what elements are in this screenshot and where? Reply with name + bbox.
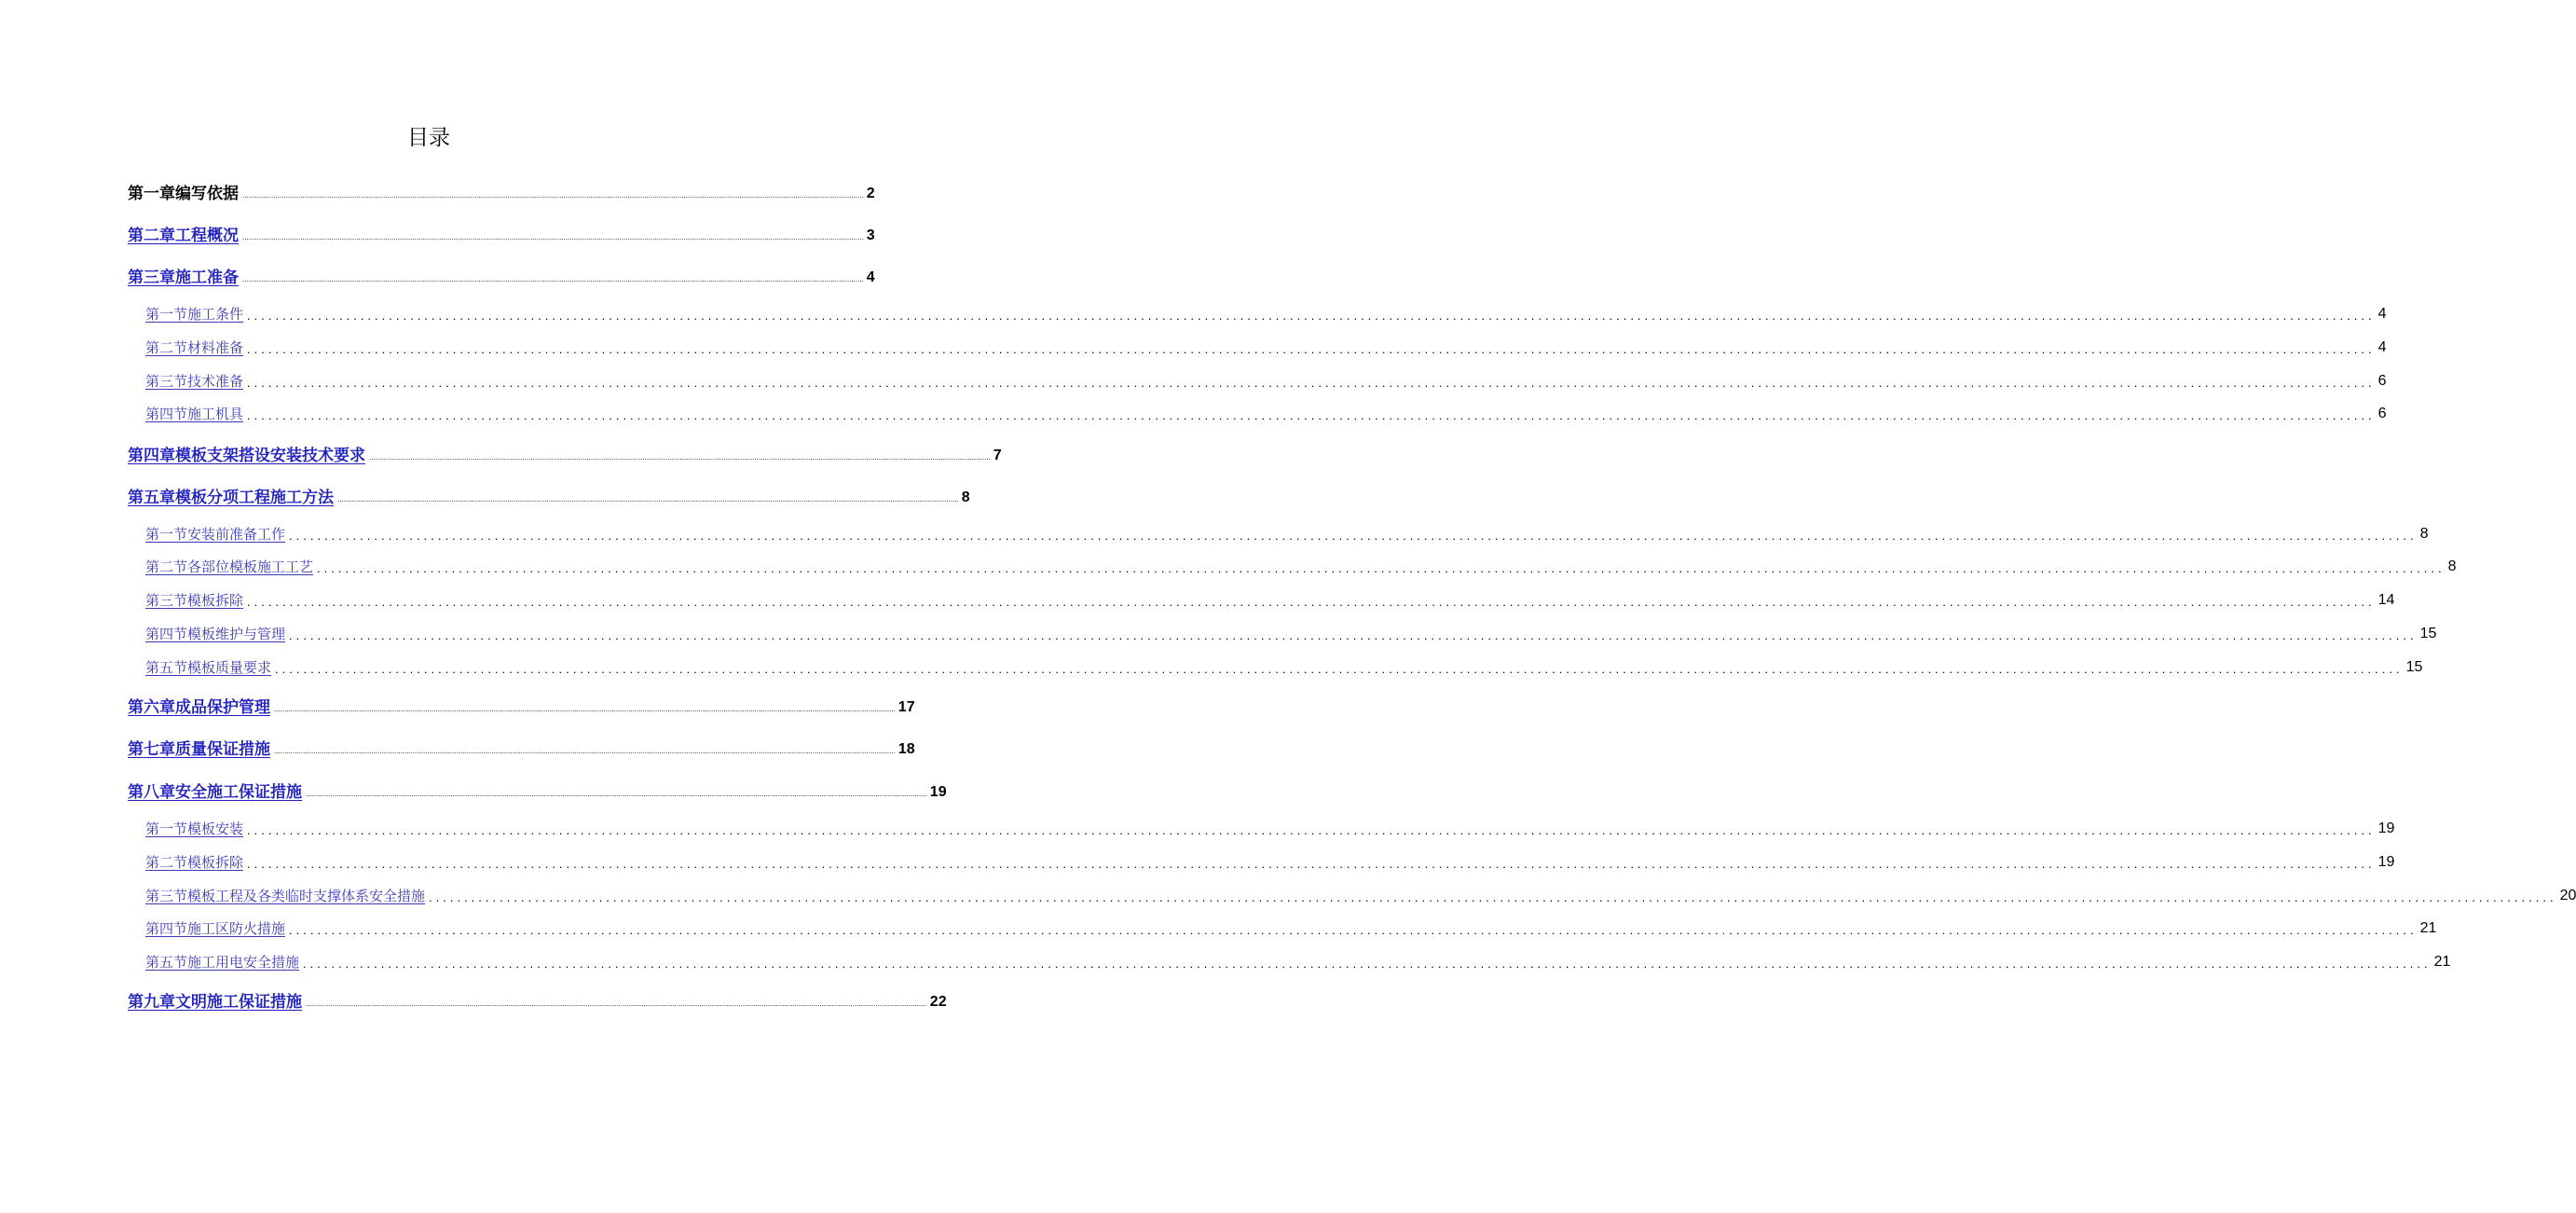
toc-entry-label: 第五章模板分项工程施工方法 (128, 489, 334, 507)
toc-entry-chapter-2[interactable] (128, 218, 875, 246)
toc-title: 目录 (407, 126, 450, 150)
toc-entry-page: 8 (2447, 558, 2457, 574)
toc-entry-page: 19 (2377, 820, 2395, 836)
toc-entry-label: 第五节模板质量要求 (145, 659, 272, 676)
toc-entry-section-5-4[interactable] (145, 616, 2437, 644)
toc-entry-page: 17 (897, 699, 915, 715)
toc-entry-page: 6 (2377, 406, 2387, 421)
toc-entry-label: 第一节施工条件 (145, 306, 244, 323)
toc-entry-label: 第一节模板安装 (145, 820, 244, 837)
toc-entry-page: 15 (2419, 626, 2437, 641)
dot-leader: ............................................................................................................................................................................................................................................................................................................ (247, 376, 2376, 390)
toc-entry-label: 第三章施工准备 (128, 269, 239, 287)
toc-entry-label: 第七章质量保证措施 (128, 740, 270, 759)
toc-entry-label: 第六章成品保护管理 (128, 698, 270, 717)
toc-entry-section-8-1[interactable] (145, 811, 2395, 839)
toc-entry-section-3-3[interactable] (145, 364, 2387, 392)
toc-entry-label: 第八章安全施工保证措施 (128, 783, 302, 802)
dot-leader: ............................................................................................................................................................................................................................................................................................................ (242, 275, 864, 283)
toc-entry-page: 4 (866, 269, 875, 285)
dot-leader: ............................................................................................................................................................................................................................................................................................................ (247, 408, 2376, 422)
toc-entry-page: 8 (2419, 526, 2429, 542)
dot-leader: ............................................................................................................................................................................................................................................................................................................ (274, 705, 896, 713)
dot-leader: ............................................................................................................................................................................................................................................................................................................ (242, 191, 864, 200)
toc-entry-page: 21 (2419, 920, 2437, 936)
toc-entry-page: 4 (2377, 339, 2387, 355)
dot-leader: ............................................................................................................................................................................................................................................................................................................ (274, 747, 896, 755)
dot-leader: ............................................................................................................................................................................................................................................................................................................ (337, 495, 959, 503)
toc-entry-chapter-8[interactable] (128, 775, 947, 803)
toc-entry-chapter-5[interactable] (128, 480, 970, 508)
toc-entry-label: 第四章模板支架搭设安装技术要求 (128, 447, 365, 465)
toc-entry-label: 第五节施工用电安全措施 (145, 954, 300, 971)
toc-entry-page: 8 (961, 489, 970, 505)
toc-entry-section-5-3[interactable] (145, 583, 2395, 611)
toc-entry-section-8-3[interactable] (145, 878, 2576, 906)
toc-entry-chapter-7[interactable] (128, 732, 915, 760)
toc-entry-section-8-2[interactable] (145, 845, 2395, 873)
toc-entry-chapter-1[interactable] (128, 176, 875, 204)
toc-entry-page: 3 (866, 227, 875, 243)
toc-entry-label: 第三节模板工程及各类临时支撑体系安全措施 (145, 888, 426, 904)
toc-entry-label: 第二章工程概况 (128, 227, 239, 245)
toc-entry-label: 第一节安装前准备工作 (145, 526, 286, 543)
dot-leader: ............................................................................................................................................................................................................................................................................................................ (303, 957, 2432, 971)
dot-leader: ............................................................................................................................................................................................................................................................................................................ (242, 233, 864, 241)
toc-entry-section-5-5[interactable] (145, 650, 2423, 678)
toc-entry-label: 第三节模板拆除 (145, 592, 244, 609)
toc-entry-section-3-2[interactable] (145, 330, 2387, 358)
dot-leader: ............................................................................................................................................................................................................................................................................................................ (306, 999, 927, 1008)
toc-entry-chapter-6[interactable] (128, 690, 915, 718)
toc-entry-chapter-9[interactable] (128, 985, 947, 1013)
toc-entry-page: 14 (2377, 592, 2395, 608)
toc-entry-section-3-1[interactable] (145, 296, 2387, 324)
dot-leader: ............................................................................................................................................................................................................................................................................................................ (289, 628, 2418, 642)
dot-leader: ............................................................................................................................................................................................................................................................................................................ (317, 561, 2446, 575)
toc-entry-section-8-4[interactable] (145, 911, 2437, 939)
toc-entry-chapter-3[interactable] (128, 260, 875, 288)
dot-leader: ............................................................................................................................................................................................................................................................................................................ (247, 857, 2376, 871)
toc-entry-label: 第二节材料准备 (145, 339, 244, 356)
toc-entry-page: 18 (897, 741, 915, 757)
dot-leader: ............................................................................................................................................................................................................................................................................................................ (247, 342, 2376, 356)
dot-leader: ............................................................................................................................................................................................................................................................................................................ (306, 790, 927, 798)
toc-entry-chapter-4[interactable] (128, 438, 1002, 466)
dot-leader: ............................................................................................................................................................................................................................................................................................................ (275, 662, 2404, 676)
toc-entry-label: 第一章编写依据 (128, 185, 239, 203)
toc-entry-page: 2 (866, 186, 875, 201)
dot-leader: ............................................................................................................................................................................................................................................................................................................ (247, 823, 2376, 837)
dot-leader: ............................................................................................................................................................................................................................................................................................................ (247, 595, 2376, 609)
toc-entry-label: 第四节施工机具 (145, 406, 244, 422)
dot-leader: ............................................................................................................................................................................................................................................................................................................ (289, 923, 2418, 937)
toc-entry-page: 22 (929, 994, 947, 1010)
toc-entry-section-3-4[interactable] (145, 396, 2387, 424)
dot-leader: ............................................................................................................................................................................................................................................................................................................ (289, 529, 2418, 543)
toc-entry-section-5-1[interactable] (145, 517, 2429, 544)
toc-entry-page: 20 (2559, 888, 2576, 903)
toc-entry-section-8-5[interactable] (145, 944, 2451, 972)
toc-entry-label: 第三节技术准备 (145, 373, 244, 390)
dot-leader: ............................................................................................................................................................................................................................................................................................................ (247, 309, 2376, 323)
dot-leader: ............................................................................................................................................................................................................................................................................................................ (429, 890, 2557, 904)
toc-entry-page: 4 (2377, 306, 2387, 322)
toc-entry-page: 19 (2377, 854, 2395, 870)
toc-entry-page: 19 (929, 784, 947, 800)
toc-entry-page: 21 (2433, 954, 2451, 970)
toc-entry-label: 第二节各部位模板施工工艺 (145, 558, 314, 575)
toc-entry-label: 第四节模板维护与管理 (145, 626, 286, 642)
toc-entry-page: 7 (993, 448, 1002, 463)
dot-leader: ............................................................................................................................................................................................................................................................................................................ (369, 453, 991, 462)
toc-entry-page: 6 (2377, 373, 2387, 389)
toc-entry-section-5-2[interactable] (145, 549, 2457, 577)
toc-entry-label: 第四节施工区防火措施 (145, 920, 286, 937)
toc-entry-label: 第九章文明施工保证措施 (128, 993, 302, 1012)
toc-entry-label: 第二节模板拆除 (145, 854, 244, 871)
toc-entry-page: 15 (2405, 659, 2423, 675)
